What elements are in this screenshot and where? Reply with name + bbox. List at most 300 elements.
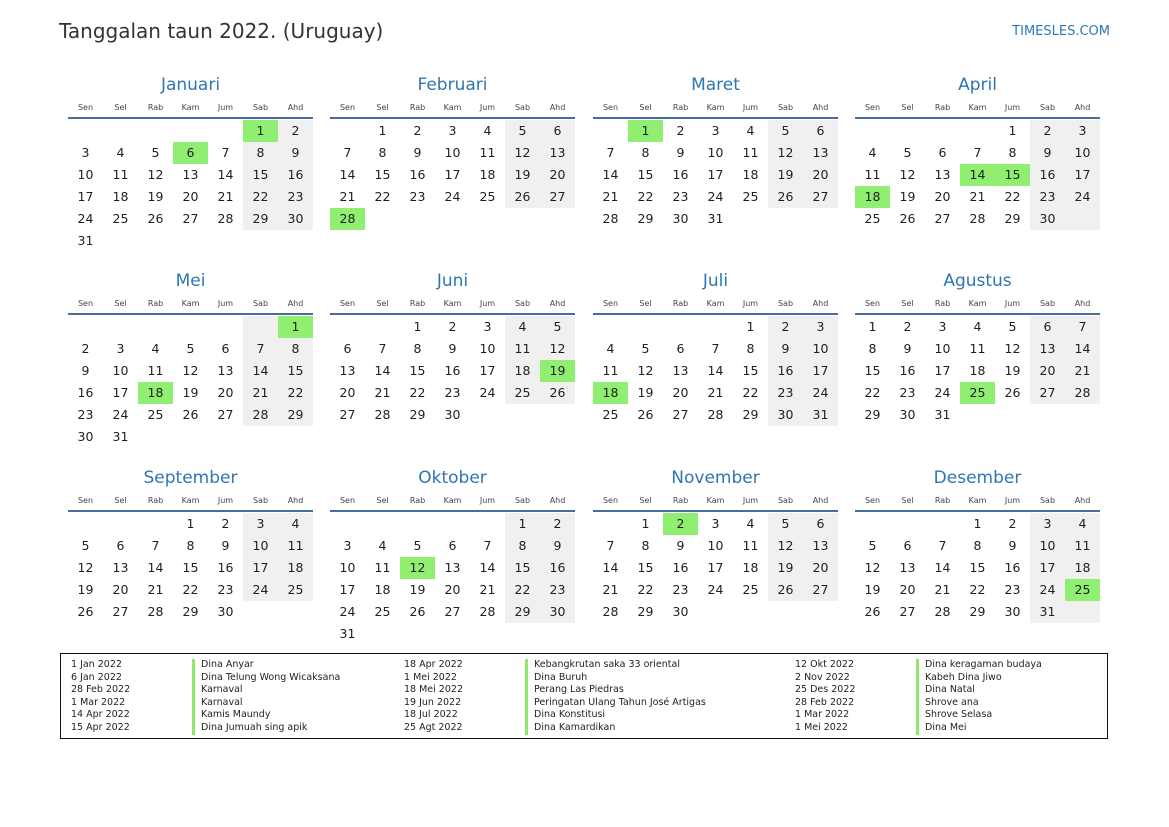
day-cell: 5 bbox=[781, 516, 790, 531]
day-cell: 16 bbox=[409, 167, 426, 182]
day-cell: 26 bbox=[777, 189, 794, 204]
weekday-label: Ahd bbox=[549, 496, 566, 505]
day-cell: 24 bbox=[479, 385, 496, 400]
month-title: Juli bbox=[702, 271, 729, 291]
holiday-name: Dina Natal bbox=[925, 684, 975, 695]
month-divider bbox=[68, 313, 313, 315]
day-cell: 24 bbox=[77, 211, 94, 226]
day-cell: 21 bbox=[969, 189, 986, 204]
weekday-label: Sen bbox=[339, 496, 356, 505]
day-cell: 14 bbox=[339, 167, 356, 182]
day-cell: 30 bbox=[444, 407, 461, 422]
day-cell: 18 bbox=[479, 167, 496, 182]
day-cell: 29 bbox=[514, 604, 531, 619]
day-cell: 11 bbox=[514, 341, 531, 356]
day-cell: 6 bbox=[938, 145, 947, 160]
day-cell: 1 bbox=[1008, 123, 1017, 138]
weekday-label: Sen bbox=[339, 299, 356, 308]
day-cell: 21 bbox=[147, 582, 164, 597]
day-cell: 26 bbox=[637, 407, 654, 422]
day-cell: 20 bbox=[812, 560, 829, 575]
holiday-date: 1 Mei 2022 bbox=[795, 721, 848, 733]
day-cell: 12 bbox=[549, 341, 566, 356]
day-cell: 24 bbox=[252, 582, 269, 597]
day-cell: 17 bbox=[339, 582, 356, 597]
weekday-label: Sel bbox=[901, 299, 914, 308]
day-cell: 17 bbox=[934, 363, 951, 378]
day-cell: 11 bbox=[742, 538, 759, 553]
day-cell: 30 bbox=[549, 604, 566, 619]
day-cell: 29 bbox=[864, 407, 881, 422]
day-cell: 31 bbox=[707, 211, 724, 226]
day-cell: 6 bbox=[903, 538, 912, 553]
day-cell: 16 bbox=[672, 167, 689, 182]
day-cell: 9 bbox=[291, 145, 300, 160]
weekday-label: Kam bbox=[968, 103, 987, 112]
day-cell: 13 bbox=[672, 363, 689, 378]
weekday-label: Sab bbox=[514, 103, 531, 112]
day-cell: 23 bbox=[409, 189, 426, 204]
weekday-label: Ahd bbox=[812, 496, 829, 505]
day-cell: 5 bbox=[151, 145, 160, 160]
day-cell: 31 bbox=[77, 233, 94, 248]
day-cell: 8 bbox=[868, 341, 877, 356]
weekday-label: Sel bbox=[639, 299, 652, 308]
day-cell: 10 bbox=[112, 363, 129, 378]
day-cell: 12 bbox=[147, 167, 164, 182]
day-cell: 13 bbox=[812, 538, 829, 553]
day-cell: 20 bbox=[899, 582, 916, 597]
day-cell: 1 bbox=[641, 516, 650, 531]
day-cell: 25 bbox=[374, 604, 391, 619]
day-cell: 4 bbox=[151, 341, 160, 356]
day-cell: 16 bbox=[217, 560, 234, 575]
day-cell: 3 bbox=[483, 319, 492, 334]
day-cell: 5 bbox=[186, 341, 195, 356]
day-cell: 20 bbox=[182, 189, 199, 204]
day-cell: 28 bbox=[934, 604, 951, 619]
holiday-date: 1 Mei 2022 bbox=[404, 671, 457, 683]
day-cell: 6 bbox=[676, 341, 685, 356]
weekday-label: Rab bbox=[409, 496, 426, 505]
day-cell: 13 bbox=[339, 363, 356, 378]
day-cell: 20 bbox=[672, 385, 689, 400]
day-cell: 27 bbox=[444, 604, 461, 619]
weekday-label: Kam bbox=[443, 496, 462, 505]
day-cell: 28 bbox=[217, 211, 234, 226]
weekday-label: Ahd bbox=[812, 299, 829, 308]
day-cell: 10 bbox=[812, 341, 829, 356]
weekday-label: Rab bbox=[147, 496, 164, 505]
holiday-day: 6 bbox=[173, 142, 208, 164]
day-cell: 7 bbox=[606, 145, 615, 160]
holiday-name: Peringatan Ulang Tahun José Artigas bbox=[534, 696, 706, 708]
day-cell: 9 bbox=[553, 538, 562, 553]
weekday-label: Sel bbox=[114, 496, 127, 505]
weekday-label: Sen bbox=[339, 103, 356, 112]
day-cell: 12 bbox=[864, 560, 881, 575]
weekday-label: Rab bbox=[934, 103, 951, 112]
day-cell: 1 bbox=[746, 319, 755, 334]
holiday-date: 28 Feb 2022 bbox=[71, 684, 131, 695]
weekday-label: Sab bbox=[777, 496, 794, 505]
day-cell: 14 bbox=[602, 167, 619, 182]
holiday-date: 25 Des 2022 bbox=[795, 684, 856, 695]
day-cell: 13 bbox=[549, 145, 566, 160]
month-title: Mei bbox=[175, 271, 206, 291]
weekday-label: Sen bbox=[602, 103, 619, 112]
day-cell: 13 bbox=[182, 167, 199, 182]
day-cell: 3 bbox=[343, 538, 352, 553]
day-cell: 23 bbox=[899, 385, 916, 400]
day-cell: 11 bbox=[742, 145, 759, 160]
day-cell: 15 bbox=[637, 167, 654, 182]
weekday-label: Sel bbox=[376, 299, 389, 308]
day-cell: 29 bbox=[182, 604, 199, 619]
day-cell: 3 bbox=[816, 319, 825, 334]
day-cell: 11 bbox=[147, 363, 164, 378]
day-cell: 21 bbox=[934, 582, 951, 597]
day-cell: 17 bbox=[252, 560, 269, 575]
day-cell: 15 bbox=[409, 363, 426, 378]
day-cell: 23 bbox=[217, 582, 234, 597]
day-cell: 23 bbox=[672, 582, 689, 597]
holiday-date: 2 Nov 2022 bbox=[795, 671, 850, 683]
weekday-label: Sen bbox=[602, 299, 619, 308]
day-cell: 1 bbox=[973, 516, 982, 531]
day-cell: 15 bbox=[742, 363, 759, 378]
day-cell: 24 bbox=[707, 582, 724, 597]
day-cell: 14 bbox=[147, 560, 164, 575]
day-cell: 20 bbox=[444, 582, 461, 597]
day-cell: 27 bbox=[934, 211, 951, 226]
weekday-label: Ahd bbox=[287, 496, 304, 505]
holiday-name: Shrove ana bbox=[925, 696, 979, 708]
day-cell: 28 bbox=[707, 407, 724, 422]
weekday-label: Jum bbox=[742, 103, 759, 112]
day-cell: 24 bbox=[812, 385, 829, 400]
day-cell: 15 bbox=[182, 560, 199, 575]
day-cell: 4 bbox=[868, 145, 877, 160]
holiday-list-divider bbox=[192, 659, 195, 735]
day-cell: 4 bbox=[291, 516, 300, 531]
day-cell: 8 bbox=[973, 538, 982, 553]
day-cell: 29 bbox=[287, 407, 304, 422]
holiday-date: 25 Agt 2022 bbox=[404, 721, 463, 733]
day-cell: 28 bbox=[1074, 385, 1091, 400]
day-cell: 25 bbox=[287, 582, 304, 597]
day-cell: 2 bbox=[221, 516, 230, 531]
weekday-label: Kam bbox=[968, 299, 987, 308]
day-cell: 15 bbox=[864, 363, 881, 378]
weekday-label: Jum bbox=[479, 299, 496, 308]
weekday-label: Kam bbox=[706, 299, 725, 308]
day-cell: 26 bbox=[1004, 385, 1021, 400]
day-cell: 12 bbox=[77, 560, 94, 575]
month-divider bbox=[68, 510, 313, 512]
day-cell: 18 bbox=[514, 363, 531, 378]
day-cell: 3 bbox=[711, 516, 720, 531]
day-cell: 12 bbox=[182, 363, 199, 378]
day-cell: 30 bbox=[77, 429, 94, 444]
day-cell: 8 bbox=[518, 538, 527, 553]
day-cell: 27 bbox=[217, 407, 234, 422]
holiday-day: 2 bbox=[663, 513, 698, 535]
day-cell: 17 bbox=[479, 363, 496, 378]
holiday-name: Dina Mei bbox=[925, 721, 967, 733]
day-cell: 16 bbox=[287, 167, 304, 182]
holiday-list-divider bbox=[525, 659, 528, 735]
day-cell: 20 bbox=[1039, 363, 1056, 378]
day-cell: 16 bbox=[1004, 560, 1021, 575]
holiday-date: 18 Apr 2022 bbox=[404, 659, 463, 670]
day-cell: 19 bbox=[1004, 363, 1021, 378]
day-cell: 19 bbox=[864, 582, 881, 597]
day-cell: 17 bbox=[707, 560, 724, 575]
day-cell: 17 bbox=[112, 385, 129, 400]
day-cell: 17 bbox=[444, 167, 461, 182]
day-cell: 2 bbox=[1008, 516, 1017, 531]
day-cell: 21 bbox=[479, 582, 496, 597]
day-cell: 3 bbox=[1043, 516, 1052, 531]
holiday-name: Dina Konstitusi bbox=[534, 709, 606, 720]
month-title: Agustus bbox=[943, 271, 1012, 291]
day-cell: 31 bbox=[112, 429, 129, 444]
holiday-day: 18 bbox=[593, 382, 628, 404]
day-cell: 27 bbox=[812, 582, 829, 597]
weekday-label: Ahd bbox=[549, 299, 566, 308]
holiday-name: Kebangkrutan saka 33 oriental bbox=[534, 659, 680, 670]
day-cell: 10 bbox=[934, 341, 951, 356]
month-divider bbox=[68, 117, 313, 119]
day-cell: 3 bbox=[116, 341, 125, 356]
weekday-label: Kam bbox=[706, 496, 725, 505]
weekday-label: Kam bbox=[968, 496, 987, 505]
day-cell: 15 bbox=[287, 363, 304, 378]
day-cell: 19 bbox=[77, 582, 94, 597]
day-cell: 16 bbox=[549, 560, 566, 575]
day-cell: 29 bbox=[637, 211, 654, 226]
day-cell: 13 bbox=[812, 145, 829, 160]
weekday-label: Sab bbox=[514, 299, 531, 308]
day-cell: 1 bbox=[413, 319, 422, 334]
day-cell: 24 bbox=[339, 604, 356, 619]
day-cell: 27 bbox=[899, 604, 916, 619]
day-cell: 21 bbox=[252, 385, 269, 400]
day-cell: 20 bbox=[812, 167, 829, 182]
weekday-label: Sab bbox=[514, 496, 531, 505]
day-cell: 10 bbox=[339, 560, 356, 575]
day-cell: 11 bbox=[112, 167, 129, 182]
day-cell: 22 bbox=[409, 385, 426, 400]
day-cell: 22 bbox=[287, 385, 304, 400]
day-cell: 29 bbox=[252, 211, 269, 226]
day-cell: 19 bbox=[777, 167, 794, 182]
day-cell: 23 bbox=[1039, 189, 1056, 204]
day-cell: 7 bbox=[151, 538, 160, 553]
holiday-day: 14 bbox=[960, 164, 995, 186]
weekday-label: Jum bbox=[1004, 299, 1021, 308]
day-cell: 5 bbox=[641, 341, 650, 356]
day-cell: 13 bbox=[934, 167, 951, 182]
day-cell: 8 bbox=[413, 341, 422, 356]
day-cell: 11 bbox=[602, 363, 619, 378]
day-cell: 2 bbox=[291, 123, 300, 138]
day-cell: 10 bbox=[444, 145, 461, 160]
day-cell: 22 bbox=[374, 189, 391, 204]
month-divider bbox=[593, 313, 838, 315]
day-cell: 8 bbox=[641, 538, 650, 553]
holiday-day: 15 bbox=[995, 164, 1030, 186]
day-cell: 4 bbox=[746, 123, 755, 138]
day-cell: 14 bbox=[479, 560, 496, 575]
day-cell: 17 bbox=[707, 167, 724, 182]
day-cell: 31 bbox=[812, 407, 829, 422]
month-divider bbox=[593, 117, 838, 119]
month-title: Oktober bbox=[418, 468, 487, 488]
day-cell: 3 bbox=[81, 145, 90, 160]
day-cell: 2 bbox=[553, 516, 562, 531]
day-cell: 19 bbox=[514, 167, 531, 182]
day-cell: 7 bbox=[938, 538, 947, 553]
day-cell: 3 bbox=[448, 123, 457, 138]
weekday-label: Kam bbox=[181, 496, 200, 505]
day-cell: 1 bbox=[378, 123, 387, 138]
day-cell: 3 bbox=[256, 516, 265, 531]
day-cell: 1 bbox=[186, 516, 195, 531]
day-cell: 9 bbox=[81, 363, 90, 378]
day-cell: 13 bbox=[1039, 341, 1056, 356]
weekday-label: Rab bbox=[409, 299, 426, 308]
day-cell: 6 bbox=[343, 341, 352, 356]
holiday-day: 18 bbox=[138, 382, 173, 404]
weekday-label: Jum bbox=[1004, 496, 1021, 505]
day-cell: 3 bbox=[1078, 123, 1087, 138]
day-cell: 10 bbox=[479, 341, 496, 356]
day-cell: 15 bbox=[637, 560, 654, 575]
day-cell: 7 bbox=[973, 145, 982, 160]
day-cell: 4 bbox=[116, 145, 125, 160]
day-cell: 28 bbox=[147, 604, 164, 619]
day-cell: 9 bbox=[1008, 538, 1017, 553]
weekday-label: Sab bbox=[252, 496, 269, 505]
day-cell: 17 bbox=[77, 189, 94, 204]
day-cell: 7 bbox=[343, 145, 352, 160]
day-cell: 9 bbox=[413, 145, 422, 160]
day-cell: 8 bbox=[641, 145, 650, 160]
weekday-label: Sen bbox=[77, 299, 94, 308]
day-cell: 22 bbox=[637, 582, 654, 597]
day-cell: 14 bbox=[1074, 341, 1091, 356]
day-cell: 13 bbox=[217, 363, 234, 378]
weekday-label: Jum bbox=[742, 496, 759, 505]
weekday-label: Sel bbox=[376, 496, 389, 505]
day-cell: 9 bbox=[676, 538, 685, 553]
day-cell: 9 bbox=[676, 145, 685, 160]
weekday-label: Sen bbox=[77, 103, 94, 112]
day-cell: 24 bbox=[444, 189, 461, 204]
day-cell: 22 bbox=[182, 582, 199, 597]
day-cell: 24 bbox=[707, 189, 724, 204]
day-cell: 2 bbox=[903, 319, 912, 334]
holiday-date: 1 Mar 2022 bbox=[71, 696, 126, 708]
weekday-label: Sab bbox=[252, 103, 269, 112]
weekday-label: Kam bbox=[443, 299, 462, 308]
day-cell: 18 bbox=[112, 189, 129, 204]
day-cell: 8 bbox=[746, 341, 755, 356]
day-cell: 6 bbox=[816, 123, 825, 138]
day-cell: 23 bbox=[549, 582, 566, 597]
month-title: Februari bbox=[417, 75, 488, 95]
day-cell: 26 bbox=[182, 407, 199, 422]
day-cell: 15 bbox=[969, 560, 986, 575]
day-cell: 8 bbox=[186, 538, 195, 553]
day-cell: 30 bbox=[899, 407, 916, 422]
day-cell: 19 bbox=[147, 189, 164, 204]
day-cell: 29 bbox=[969, 604, 986, 619]
weekday-label: Ahd bbox=[1074, 496, 1091, 505]
day-cell: 2 bbox=[81, 341, 90, 356]
day-cell: 3 bbox=[938, 319, 947, 334]
day-cell: 6 bbox=[816, 516, 825, 531]
day-cell: 26 bbox=[549, 385, 566, 400]
day-cell: 28 bbox=[479, 604, 496, 619]
day-cell: 15 bbox=[514, 560, 531, 575]
day-cell: 18 bbox=[1074, 560, 1091, 575]
holiday-day: 1 bbox=[628, 120, 663, 142]
day-cell: 7 bbox=[483, 538, 492, 553]
month-divider bbox=[855, 117, 1100, 119]
holiday-name: Kamis Maundy bbox=[201, 709, 271, 720]
weekday-label: Rab bbox=[934, 299, 951, 308]
day-cell: 9 bbox=[221, 538, 230, 553]
weekday-label: Jum bbox=[479, 496, 496, 505]
holiday-day: 25 bbox=[1065, 579, 1100, 601]
holiday-day: 1 bbox=[278, 316, 313, 338]
day-cell: 10 bbox=[252, 538, 269, 553]
day-cell: 29 bbox=[637, 604, 654, 619]
weekday-label: Sen bbox=[864, 496, 881, 505]
holiday-date: 28 Feb 2022 bbox=[795, 696, 855, 708]
day-cell: 24 bbox=[112, 407, 129, 422]
holiday-day: 18 bbox=[855, 186, 890, 208]
holiday-date: 18 Mei 2022 bbox=[404, 684, 463, 695]
day-cell: 21 bbox=[374, 385, 391, 400]
weekday-label: Sel bbox=[376, 103, 389, 112]
weekday-label: Sel bbox=[114, 103, 127, 112]
day-cell: 8 bbox=[256, 145, 265, 160]
day-cell: 23 bbox=[287, 189, 304, 204]
day-cell: 22 bbox=[969, 582, 986, 597]
day-cell: 18 bbox=[742, 167, 759, 182]
weekday-label: Sel bbox=[901, 103, 914, 112]
holiday-list bbox=[60, 653, 1108, 739]
day-cell: 20 bbox=[217, 385, 234, 400]
holiday-name: Perang Las Piedras bbox=[534, 684, 624, 695]
day-cell: 5 bbox=[553, 319, 562, 334]
day-cell: 11 bbox=[969, 341, 986, 356]
day-cell: 12 bbox=[777, 538, 794, 553]
weekday-label: Rab bbox=[672, 103, 689, 112]
holiday-day: 12 bbox=[400, 557, 435, 579]
month-title: Januari bbox=[160, 75, 221, 95]
day-cell: 30 bbox=[287, 211, 304, 226]
day-cell: 19 bbox=[899, 189, 916, 204]
day-cell: 9 bbox=[1043, 145, 1052, 160]
day-cell: 4 bbox=[483, 123, 492, 138]
brand-link[interactable]: TIMESLES.COM bbox=[1012, 24, 1110, 39]
day-cell: 22 bbox=[514, 582, 531, 597]
